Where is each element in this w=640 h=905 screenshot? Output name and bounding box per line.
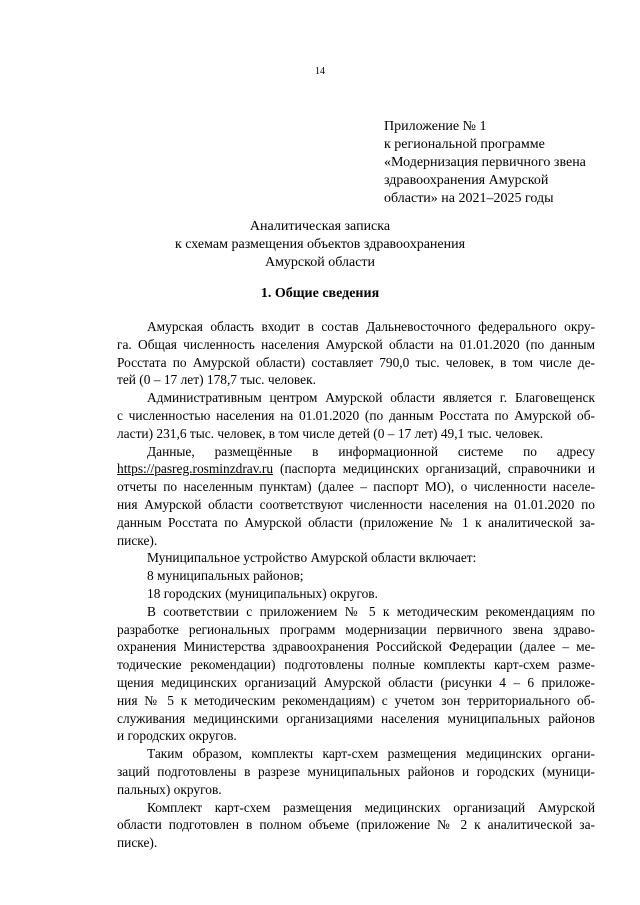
appendix-line: области» на 2021–2025 годы <box>384 191 554 206</box>
paragraph-8 <box>117 745 595 798</box>
text-line: 8 муниципальных районов; <box>147 568 304 584</box>
text-line: ния № 5 к методическим рекомендациям) с учетом зон территориального об- <box>117 692 595 708</box>
text-line: Амурская область входит в состав Дальневосточного федерального окру- <box>147 319 595 334</box>
text-line: ласти) 231,6 тыс. человек, в том числе детей (0 – 17 лет) 49,1 тыс. человек. <box>117 425 544 441</box>
appendix-header <box>384 118 624 208</box>
text-line: тодические рекомендации) подготовлены полные комплекты карт-схем разме- <box>117 657 595 673</box>
text-line: писке). <box>117 532 158 548</box>
text-line: и городских округов. <box>117 728 237 744</box>
text-line: охранения Министерства здравоохранения Российской Федерации (далее – ме- <box>117 639 595 655</box>
text-line: данным Росстата по Амурской области (приложение № 1 к аналитической за- <box>117 514 595 530</box>
text-line: ния Амурской области соответствуют численности населения на 01.01.2020 по <box>117 496 595 512</box>
paragraph-7 <box>117 603 595 745</box>
text-line: Муниципальное устройство Амурской области включает: <box>147 550 477 566</box>
paragraph-1 <box>117 318 595 389</box>
document-body <box>117 318 595 852</box>
text-line: Комплект карт-схем размещения медицинских организаций Амурской <box>147 799 595 815</box>
text-line: отчеты по населенным пунктам) (далее – паспорт МО), о численности населе- <box>117 479 595 495</box>
title-line: к схемам размещения объектов здравоохранения <box>174 237 466 252</box>
paragraph-3 <box>117 443 595 550</box>
text-line: щения медицинских организаций Амурской области (рисунки 4 – 6 приложе- <box>117 674 595 690</box>
text-line: служивания медицинскими организациями населения муниципальных районов <box>117 710 595 726</box>
text-line: 18 городских (муниципальных) округов. <box>147 585 378 601</box>
text-line: Таким образом, комплекты карт-схем размещения медицинских органи- <box>147 746 595 762</box>
text-line: га. Общая численность населения Амурской области на 01.01.2020 (по данным <box>117 336 595 352</box>
section-title: 1. Общие сведения <box>260 286 380 301</box>
appendix-line: Приложение № 1 <box>384 119 487 134</box>
paragraph-6 <box>117 585 595 603</box>
text-line: Данные, размещённые в информационной системе по адресу <box>147 443 595 459</box>
text-line: с численностью населения на 01.01.2020 (по данным Росстата по Амурской об- <box>117 407 595 423</box>
text-line: пальных) округов. <box>117 781 222 797</box>
appendix-line: здравоохранения Амурской <box>384 173 549 188</box>
title-line: Аналитическая записка <box>249 219 391 234</box>
text-line: писке). <box>117 835 158 851</box>
text-line: Административным центром Амурской области является г. Благовещенск <box>147 390 595 406</box>
text-line: Росстата по Амурской области) составляет 790,0 тыс. человек, в том числе де- <box>117 354 595 370</box>
appendix-line: «Модернизация первичного звена <box>384 155 586 170</box>
text-line: разработке региональных программ модернизации первичного звена здраво- <box>117 621 595 637</box>
passport-link[interactable]: https://pasreg.rosminzdrav.ru <box>117 461 274 477</box>
paragraph-9 <box>117 799 595 852</box>
document-title <box>0 218 640 272</box>
text-line: В соответствии с приложением № 5 к методическим рекомендациям по <box>147 603 595 619</box>
title-line: Амурской области <box>264 255 376 270</box>
text-line: тей (0 – 17 лет) 178,7 тыс. человек. <box>117 372 316 388</box>
paragraph-2 <box>117 389 595 442</box>
text-line <box>117 460 595 478</box>
paragraph-5 <box>117 567 595 585</box>
text-line: заций подготовлены в разрезе муниципальных районов и городских (муници- <box>117 763 595 779</box>
paragraph-4 <box>117 549 595 567</box>
text-fragment: (паспорта медицинских организаций, справочники и <box>273 461 595 477</box>
page-number: 14 <box>315 66 325 77</box>
text-line: области подготовлен в полном объеме (приложение № 2 к аналитической за- <box>117 817 595 833</box>
appendix-line: к региональной программе <box>384 137 545 152</box>
